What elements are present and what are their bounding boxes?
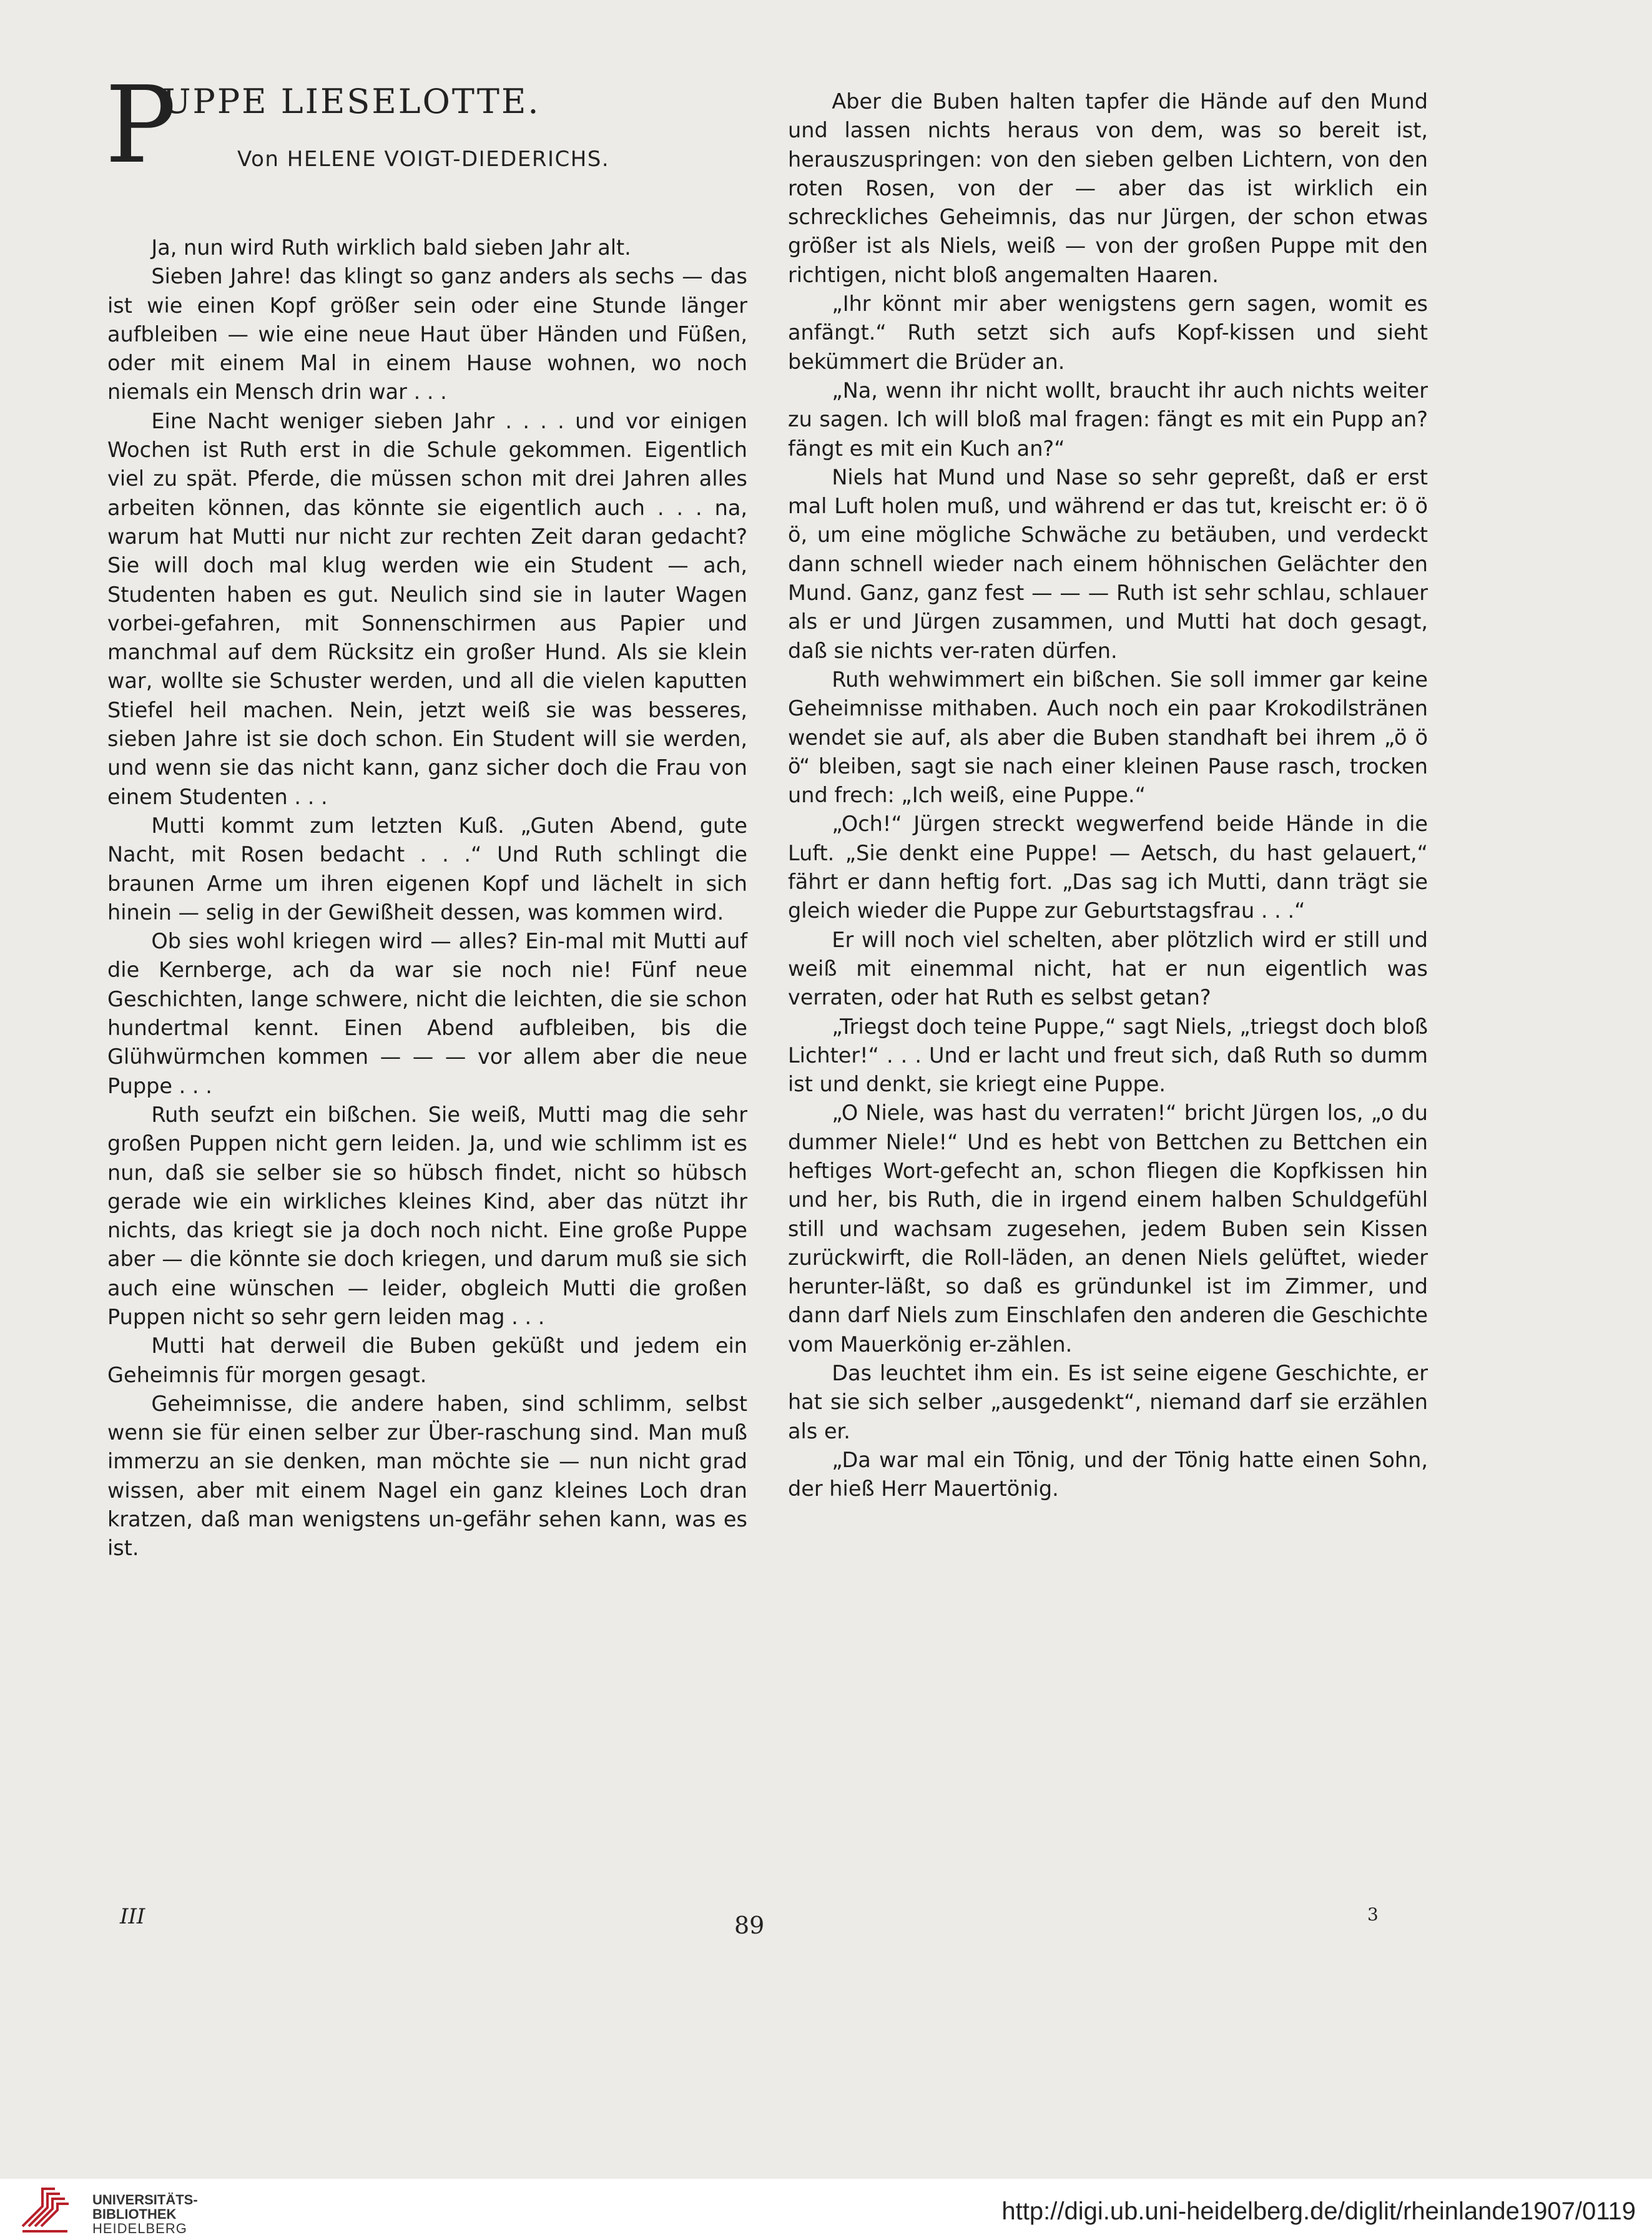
logo-line: BIBLIOTHEK [92,2206,177,2222]
article-title: UPPE LIESELOTTE. [162,82,541,121]
paragraph: Er will noch viel schelten, aber plötzlich wird er still und weiß mit einemmal nicht, hat er nun eigentlich was verraten, oder hat Ruth es selbst getan? [788,927,1428,1010]
article-header [105,64,747,233]
paragraph: „Triegst doch teine Puppe,“ sagt Niels, „triegst doch bloß Lichter!“ . . . Und er lacht und freut sich, daß Ruth so dumm ist und denkt, sie kriegt eine Puppe. [788,1014,1428,1097]
paragraph: „Ihr könnt mir aber wenigstens gern sagen, womit es anfängt.“ Ruth setzt sich aufs Kopf-kissen und sieht bekümmert die Brüder an. [788,292,1428,374]
paragraph: Ruth seufzt ein bißchen. Sie weiß, Mutti mag die sehr großen Puppen nicht gern leiden. Ja, und wie schlimm ist es nun, daß sie selber sie so hübsch findet, nicht so hübsch gerade wie ein wirkliches kleines Kind, aber das nützt ihr nichts, das kriegt sie ja doch noch nicht. Eine große Puppe aber — die könnte sie doch kriegen, und darum muß sie sich auch eine wünschen — leider, obgleich Mutti die großen Puppen nicht so sehr gern leiden mag . . . [107,1102,747,1329]
signature-mark: III [120,1904,145,1929]
logo-line: UNIVERSITÄTS- [92,2192,198,2208]
article-byline: Von HELENE VOIGT-DIEDERICHS. [237,147,610,172]
left-column [105,64,747,1563]
paragraph: Mutti hat derweil die Buben geküßt und jedem ein Geheimnis für morgen gesagt. [107,1334,747,1387]
library-logo-icon [17,2183,72,2236]
sheet-number: 3 [1367,1904,1379,1925]
paragraph: Das leuchtet ihm ein. Es ist seine eigene Geschichte, er hat sie sich selber „ausgedenkt“, niemand darf sie erzählen als er. [788,1361,1428,1443]
page-number: 89 [734,1912,765,1939]
paragraph: „Na, wenn ihr nicht wollt, braucht ihr auch nichts weiter zu sagen. Ich will bloß mal fragen: fängt es mit ein Pupp an? fängt es mit ein Kuch an?“ [788,378,1428,461]
title-initial: P [105,64,177,187]
paragraph: Ob sies wohl kriegen wird — alles? Ein-mal mit Mutti auf die Kernberge, ach da war sie noch nie! Fünf neue Geschichten, lange schwere, nicht die leichten, die sie schon hundertmal kennt. Einen Abend aufbleiben, bis die Glühwürmchen kommen — — — vor allem aber die neue Puppe . . . [107,929,747,1098]
paragraph: Geheimnisse, die andere haben, sind schlimm, selbst wenn sie für einen selber zur Über-raschung sind. Man muß immerzu an sie denken, man möchte sie — nun nicht grad wissen, aber mit einem Nagel ein ganz kleines Loch dran kratzen, daß man wenigstens un-gefähr sehen kann, was es ist. [107,1391,747,1561]
right-column [788,87,1428,1504]
paragraph: „Da war mal ein Tönig, und der Tönig hatte einen Sohn, der hieß Herr Mauertönig. [788,1447,1428,1501]
logo-line: HEIDELBERG [92,2221,187,2236]
library-logo-text [92,2193,198,2236]
paragraph: Aber die Buben halten tapfer die Hände auf den Mund und lassen nichts heraus von dem, was so bereit ist, herauszuspringen: von den sieben gelben Lichtern, von den roten Rosen, von der — aber das ist wirklich ein schreckliches Geheimnis, das nur Jürgen, der schon etwas größer ist als Niels, weiß — von der großen Puppe mit den richtigen, nicht bloß angemalten Haaren. [788,89,1428,287]
paragraph: Sieben Jahre! das klingt so ganz anders als sechs — das ist wie einen Kopf größer sein oder eine Stunde länger aufbleiben — wie eine neue Haut über Händen und Füßen, oder mit einem Mal in einem Hause wohnen, wo noch niemals ein Mensch drin war . . . [107,264,747,405]
paragraph: Ruth wehwimmert ein bißchen. Sie soll immer gar keine Geheimnisse mithaben. Auch noch ein paar Krokodilstränen wendet sie auf, als aber die Buben standhaft bei ihrem „ö ö ö“ bleiben, sagt sie nach einer kleinen Pause rasch, trocken und frech: „Ich weiß, eine Puppe.“ [788,667,1428,808]
paragraph: „Och!“ Jürgen streckt wegwerfend beide Hände in die Luft. „Sie denkt eine Puppe! — Aetsch, du hast gelauert,“ fährt er dann heftig fort. „Das sag ich Mutti, dann trägt sie gleich wieder die Puppe zur Geburtstagsfrau . . .“ [788,812,1428,923]
paragraph: „O Niele, was hast du verraten!“ bricht Jürgen los, „o du dummer Niele!“ Und es hebt von Bettchen zu Bettchen ein heftiges Wort-gefecht an, schon fliegen die Kopfkissen hin und her, bis Ruth, die in irgend einem halben Schuldgefühl still und wachsam zugesehen, jedem Buben sein Kissen zurückwirft, die Roll-läden, an denen Niels gelüftet, wieder herunter-läßt, so daß es gründunkel ist im Zimmer, und dann darf Niels zum Einschlafen den anderen die Geschichte vom Mauerkönig er-zählen. [788,1101,1428,1357]
paragraph: Eine Nacht weniger sieben Jahr . . . . und vor einigen Wochen ist Ruth erst in die Schule gekommen. Eigentlich viel zu spät. Pferde, die müssen schon mit drei Jahren alles arbeiten können, das könnte sie eigentlich auch . . . na, warum hat Mutti nur nicht zur rechten Zeit daran gedacht? Sie will doch mal klug werden wie ein Student — ach, Studenten haben es gut. Neulich sind sie in lauter Wagen vorbei-gefahren, mit Sonnenschirmen aus Papier und manchmal auf dem Rücksitz ein großer Hund. Als sie klein war, wollte sie Schuster werden, und all die vielen kaputten Stiefel heil machen. Nein, jetzt weiß sie was besseres, sieben Jahre ist sie doch schon. Ein Student will sie werden, und wenn sie das nicht kann, ganz sicher doch die Frau von einem Studenten . . . [107,408,747,809]
source-url[interactable]: http://digi.ub.uni-heidelberg.de/diglit/rheinlande1907/0119 [1001,2198,1636,2225]
paragraph: Mutti kommt zum letzten Kuß. „Guten Abend, gute Nacht, mit Rosen bedacht . . .“ Und Ruth schlingt die braunen Arme um ihren eigenen Kopf und lächelt in sich hinein — selig in der Gewißheit dessen, was kommen wird. [107,813,747,925]
library-footer [0,2179,1652,2240]
paragraph: Ja, nun wird Ruth wirklich bald sieben Jahr alt. [151,235,631,260]
paragraph: Niels hat Mund und Nase so sehr gepreßt, daß er erst mal Luft holen muß, und während er das tut, kreischt er: ö ö ö, um eine mögliche Schwäche zu betäuben, und verdeckt dann schnell wieder nach einem höhnischen Gelächter den Mund. Ganz, ganz fest — — — Ruth ist sehr schlau, schlauer als er und Jürgen zusammen, und Mutti hat doch gesagt, daß sie nichts ver-raten dürfen. [788,464,1428,663]
